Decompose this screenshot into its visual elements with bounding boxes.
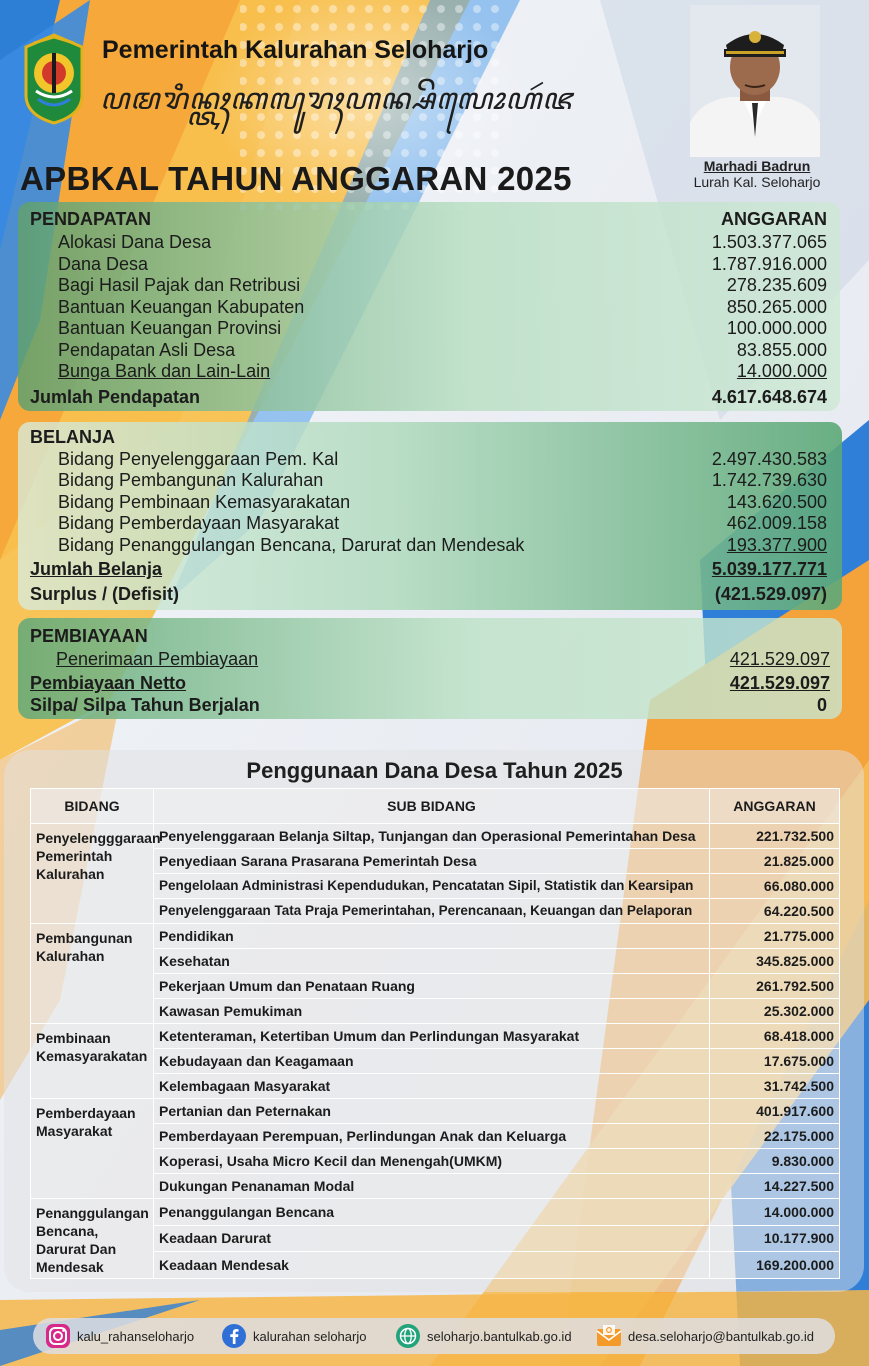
sub-bidang-cell: Dukungan Penanaman Modal — [154, 1174, 710, 1199]
pembiayaan-header — [30, 626, 827, 647]
sub-bidang-cell: Keadaan Mendesak — [154, 1252, 710, 1279]
jumlah-pendapatan-row — [30, 387, 827, 408]
javanese-script-text: ꦥꦩꦫꦶꦤ꧀ꦠꦃꦏꦭꦸꦫꦃꦲꦤ꧀ꦱꦼꦭꦺꦴꦲꦂꦗ — [100, 82, 573, 117]
pendapatan-row — [30, 297, 827, 318]
jumlah-belanja-value: 5.039.177.771 — [711, 559, 827, 579]
pendapatan-row — [30, 361, 827, 382]
table-row — [31, 1199, 840, 1226]
belanja-value: 143.620.500 — [726, 492, 827, 512]
belanja-label: Bidang Pembangunan Kalurahan — [58, 470, 324, 490]
sub-bidang-cell: Penyelenggaraan Belanja Siltap, Tunjangan dan Operasional Pemerintahan Desa — [154, 824, 710, 849]
belanja-header — [30, 427, 827, 448]
sub-bidang-cell: Penyediaan Sarana Prasarana Pemerintah Desa — [154, 849, 710, 874]
official-name: Marhadi Badrun — [703, 158, 811, 174]
sub-bidang-cell: Penyelenggaraan Tata Praja Pemerintahan, Perencanaan, Keuangan dan Pelaporan — [154, 899, 710, 924]
anggaran-cell: 66.080.000 — [710, 874, 840, 899]
pendapatan-value: 83.855.000 — [736, 340, 827, 360]
email-address: desa.seloharjo@bantulkab.go.id — [628, 1328, 814, 1344]
pendapatan-value: 100.000.000 — [726, 318, 827, 338]
anggaran-cell: 25.302.000 — [710, 999, 840, 1024]
anggaran-cell: 401.917.600 — [710, 1099, 840, 1124]
sub-bidang-cell: Penanggulangan Bencana — [154, 1199, 710, 1226]
sub-bidang-cell: Pertanian dan Peternakan — [154, 1099, 710, 1124]
email-link[interactable] — [596, 1323, 814, 1349]
belanja-row — [30, 513, 827, 534]
pembiayaan-netto-label: Pembiayaan Netto — [30, 673, 187, 693]
pendapatan-row — [30, 254, 827, 275]
pendapatan-value: 1.787.916.000 — [711, 254, 827, 274]
belanja-heading: BELANJA — [30, 427, 116, 447]
belanja-row — [30, 535, 827, 556]
pendapatan-label: Dana Desa — [58, 254, 149, 274]
anggaran-cell: 10.177.900 — [710, 1225, 840, 1252]
sub-bidang-cell: Keadaan Darurat — [154, 1225, 710, 1252]
facebook-link[interactable] — [221, 1323, 366, 1349]
table-row — [31, 924, 840, 949]
anggaran-cell: 22.175.000 — [710, 1124, 840, 1149]
sub-bidang-cell: Ketenteraman, Ketertiban Umum dan Perlindungan Masyarakat — [154, 1024, 710, 1049]
facebook-name: kalurahan seloharjo — [253, 1328, 367, 1344]
jumlah-belanja-label: Jumlah Belanja — [30, 559, 163, 579]
facebook-icon — [221, 1323, 247, 1349]
instagram-link[interactable] — [45, 1323, 194, 1349]
surplus-value: (421.529.097) — [714, 584, 827, 604]
col-bidang-header: BIDANG — [31, 789, 154, 824]
anggaran-cell: 261.792.500 — [710, 974, 840, 999]
seloharjo-logo-icon — [22, 33, 86, 125]
bidang-cell: Penanggulangan Bencana, Darurat Dan Mendesak — [31, 1199, 154, 1279]
pendapatan-label: Alokasi Dana Desa — [58, 232, 212, 252]
email-icon — [596, 1323, 622, 1349]
belanja-row — [30, 449, 827, 470]
bidang-cell: Pembangunan Kalurahan — [31, 924, 154, 1024]
pendapatan-value: 850.265.000 — [726, 297, 827, 317]
bidang-cell: Pembinaan Kemasyarakatan — [31, 1024, 154, 1099]
anggaran-cell: 14.000.000 — [710, 1199, 840, 1226]
belanja-value: 462.009.158 — [726, 513, 827, 533]
pendapatan-value: 1.503.377.065 — [711, 232, 827, 252]
anggaran-cell: 64.220.500 — [710, 899, 840, 924]
penerimaan-label-text: Penerimaan Pembiayaan — [56, 649, 259, 669]
bidang-cell: Penyelengggaraan Pemerintah Kalurahan — [31, 824, 154, 924]
pendapatan-label: Bantuan Keuangan Provinsi — [58, 318, 282, 338]
belanja-row — [30, 470, 827, 491]
website-url: seloharjo.bantulkab.go.id — [427, 1328, 572, 1344]
anggaran-cell: 9.830.000 — [710, 1149, 840, 1174]
belanja-label: Bidang Pembinaan Kemasyarakatan — [58, 492, 351, 512]
sub-bidang-cell: Kesehatan — [154, 949, 710, 974]
sub-bidang-cell: Pendidikan — [154, 924, 710, 949]
official-title: Lurah Kal. Seloharjo — [693, 174, 821, 190]
bidang-cell: Pemberdayaan Masyarakat — [31, 1099, 154, 1199]
pembiayaan-heading: PEMBIAYAAN — [30, 626, 148, 646]
table-row — [31, 824, 840, 849]
belanja-value: 193.377.900 — [726, 535, 827, 555]
pendapatan-row — [30, 340, 827, 361]
pendapatan-row — [30, 232, 827, 253]
silpa-row — [30, 695, 827, 716]
anggaran-cell: 14.227.500 — [710, 1174, 840, 1199]
penerimaan-value: 421.529.097 — [729, 649, 830, 669]
jumlah-belanja-row — [30, 559, 827, 580]
pendapatan-header — [30, 209, 827, 230]
globe-icon — [395, 1323, 421, 1349]
website-link[interactable] — [395, 1323, 572, 1349]
anggaran-cell: 68.418.000 — [710, 1024, 840, 1049]
pendapatan-value: 278.235.609 — [726, 275, 827, 295]
table-header-row — [31, 789, 840, 824]
pembiayaan-netto-value: 421.529.097 — [729, 673, 830, 693]
anggaran-cell: 345.825.000 — [710, 949, 840, 974]
silpa-label: Silpa/ Silpa Tahun Berjalan — [30, 695, 260, 715]
anggaran-heading: ANGGARAN — [721, 209, 827, 229]
jumlah-pendapatan-value: 4.617.648.674 — [711, 387, 827, 407]
anggaran-cell: 17.675.000 — [710, 1049, 840, 1074]
instagram-icon — [45, 1323, 71, 1349]
sub-bidang-cell: Pemberdayaan Perempuan, Perlindungan Anak dan Keluarga — [154, 1124, 710, 1149]
surplus-row — [30, 584, 827, 605]
belanja-label: Bidang Penyelenggaraan Pem. Kal — [58, 449, 339, 469]
official-portrait-image — [690, 5, 820, 157]
anggaran-cell: 31.742.500 — [710, 1074, 840, 1099]
anggaran-cell: 21.775.000 — [710, 924, 840, 949]
pendapatan-row — [30, 318, 827, 339]
pendapatan-label: Pendapatan Asli Desa — [58, 340, 236, 360]
pendapatan-value: 14.000.000 — [736, 361, 827, 381]
sub-bidang-cell: Kelembagaan Masyarakat — [154, 1074, 710, 1099]
page-title: APBKAL TAHUN ANGGARAN 2025 — [20, 160, 572, 197]
instagram-handle: kalu_rahanseloharjo — [77, 1328, 195, 1344]
penerimaan-row — [30, 649, 830, 670]
pendapatan-heading: PENDAPATAN — [30, 209, 151, 229]
anggaran-cell: 169.200.000 — [710, 1252, 840, 1279]
belanja-label: Bidang Penanggulangan Bencana, Darurat dan Mendesak — [58, 535, 525, 555]
pendapatan-label: Bagi Hasil Pajak dan Retribusi — [58, 275, 301, 295]
pendapatan-label-text: Bunga Bank dan Lain-Lain — [58, 361, 271, 381]
belanja-value: 2.497.430.583 — [711, 449, 827, 469]
col-sub-bidang-header: SUB BIDANG — [154, 789, 710, 824]
surplus-label: Surplus / (Defisit) — [30, 584, 180, 604]
silpa-value: 0 — [816, 695, 827, 715]
sub-bidang-cell: Pekerjaan Umum dan Penataan Ruang — [154, 974, 710, 999]
dana-desa-table — [30, 788, 840, 1279]
table-row — [31, 1024, 840, 1049]
anggaran-cell: 21.825.000 — [710, 849, 840, 874]
jumlah-pendapatan-label: Jumlah Pendapatan — [30, 387, 201, 407]
pendapatan-label — [30, 361, 270, 382]
table-row — [31, 1099, 840, 1124]
pendapatan-row — [30, 275, 827, 296]
belanja-value: 1.742.739.630 — [711, 470, 827, 490]
belanja-row — [30, 492, 827, 513]
pembiayaan-netto-row — [30, 673, 830, 694]
sub-bidang-cell: Kebudayaan dan Keagamaan — [154, 1049, 710, 1074]
government-title: Pemerintah Kalurahan Seloharjo — [102, 36, 489, 64]
dana-desa-title: Penggunaan Dana Desa Tahun 2025 — [246, 758, 623, 783]
sub-bidang-cell: Kawasan Pemukiman — [154, 999, 710, 1024]
belanja-label: Bidang Pemberdayaan Masyarakat — [58, 513, 340, 533]
penerimaan-label — [30, 649, 258, 670]
contact-footer — [33, 1318, 835, 1354]
pendapatan-label: Bantuan Keuangan Kabupaten — [58, 297, 305, 317]
anggaran-cell: 221.732.500 — [710, 824, 840, 849]
sub-bidang-cell: Pengelolaan Administrasi Kependudukan, Pencatatan Sipil, Statistik dan Kearsipan — [154, 874, 710, 899]
col-anggaran-header: ANGGARAN — [710, 789, 840, 824]
sub-bidang-cell: Koperasi, Usaha Micro Kecil dan Menengah(UMKM) — [154, 1149, 710, 1174]
